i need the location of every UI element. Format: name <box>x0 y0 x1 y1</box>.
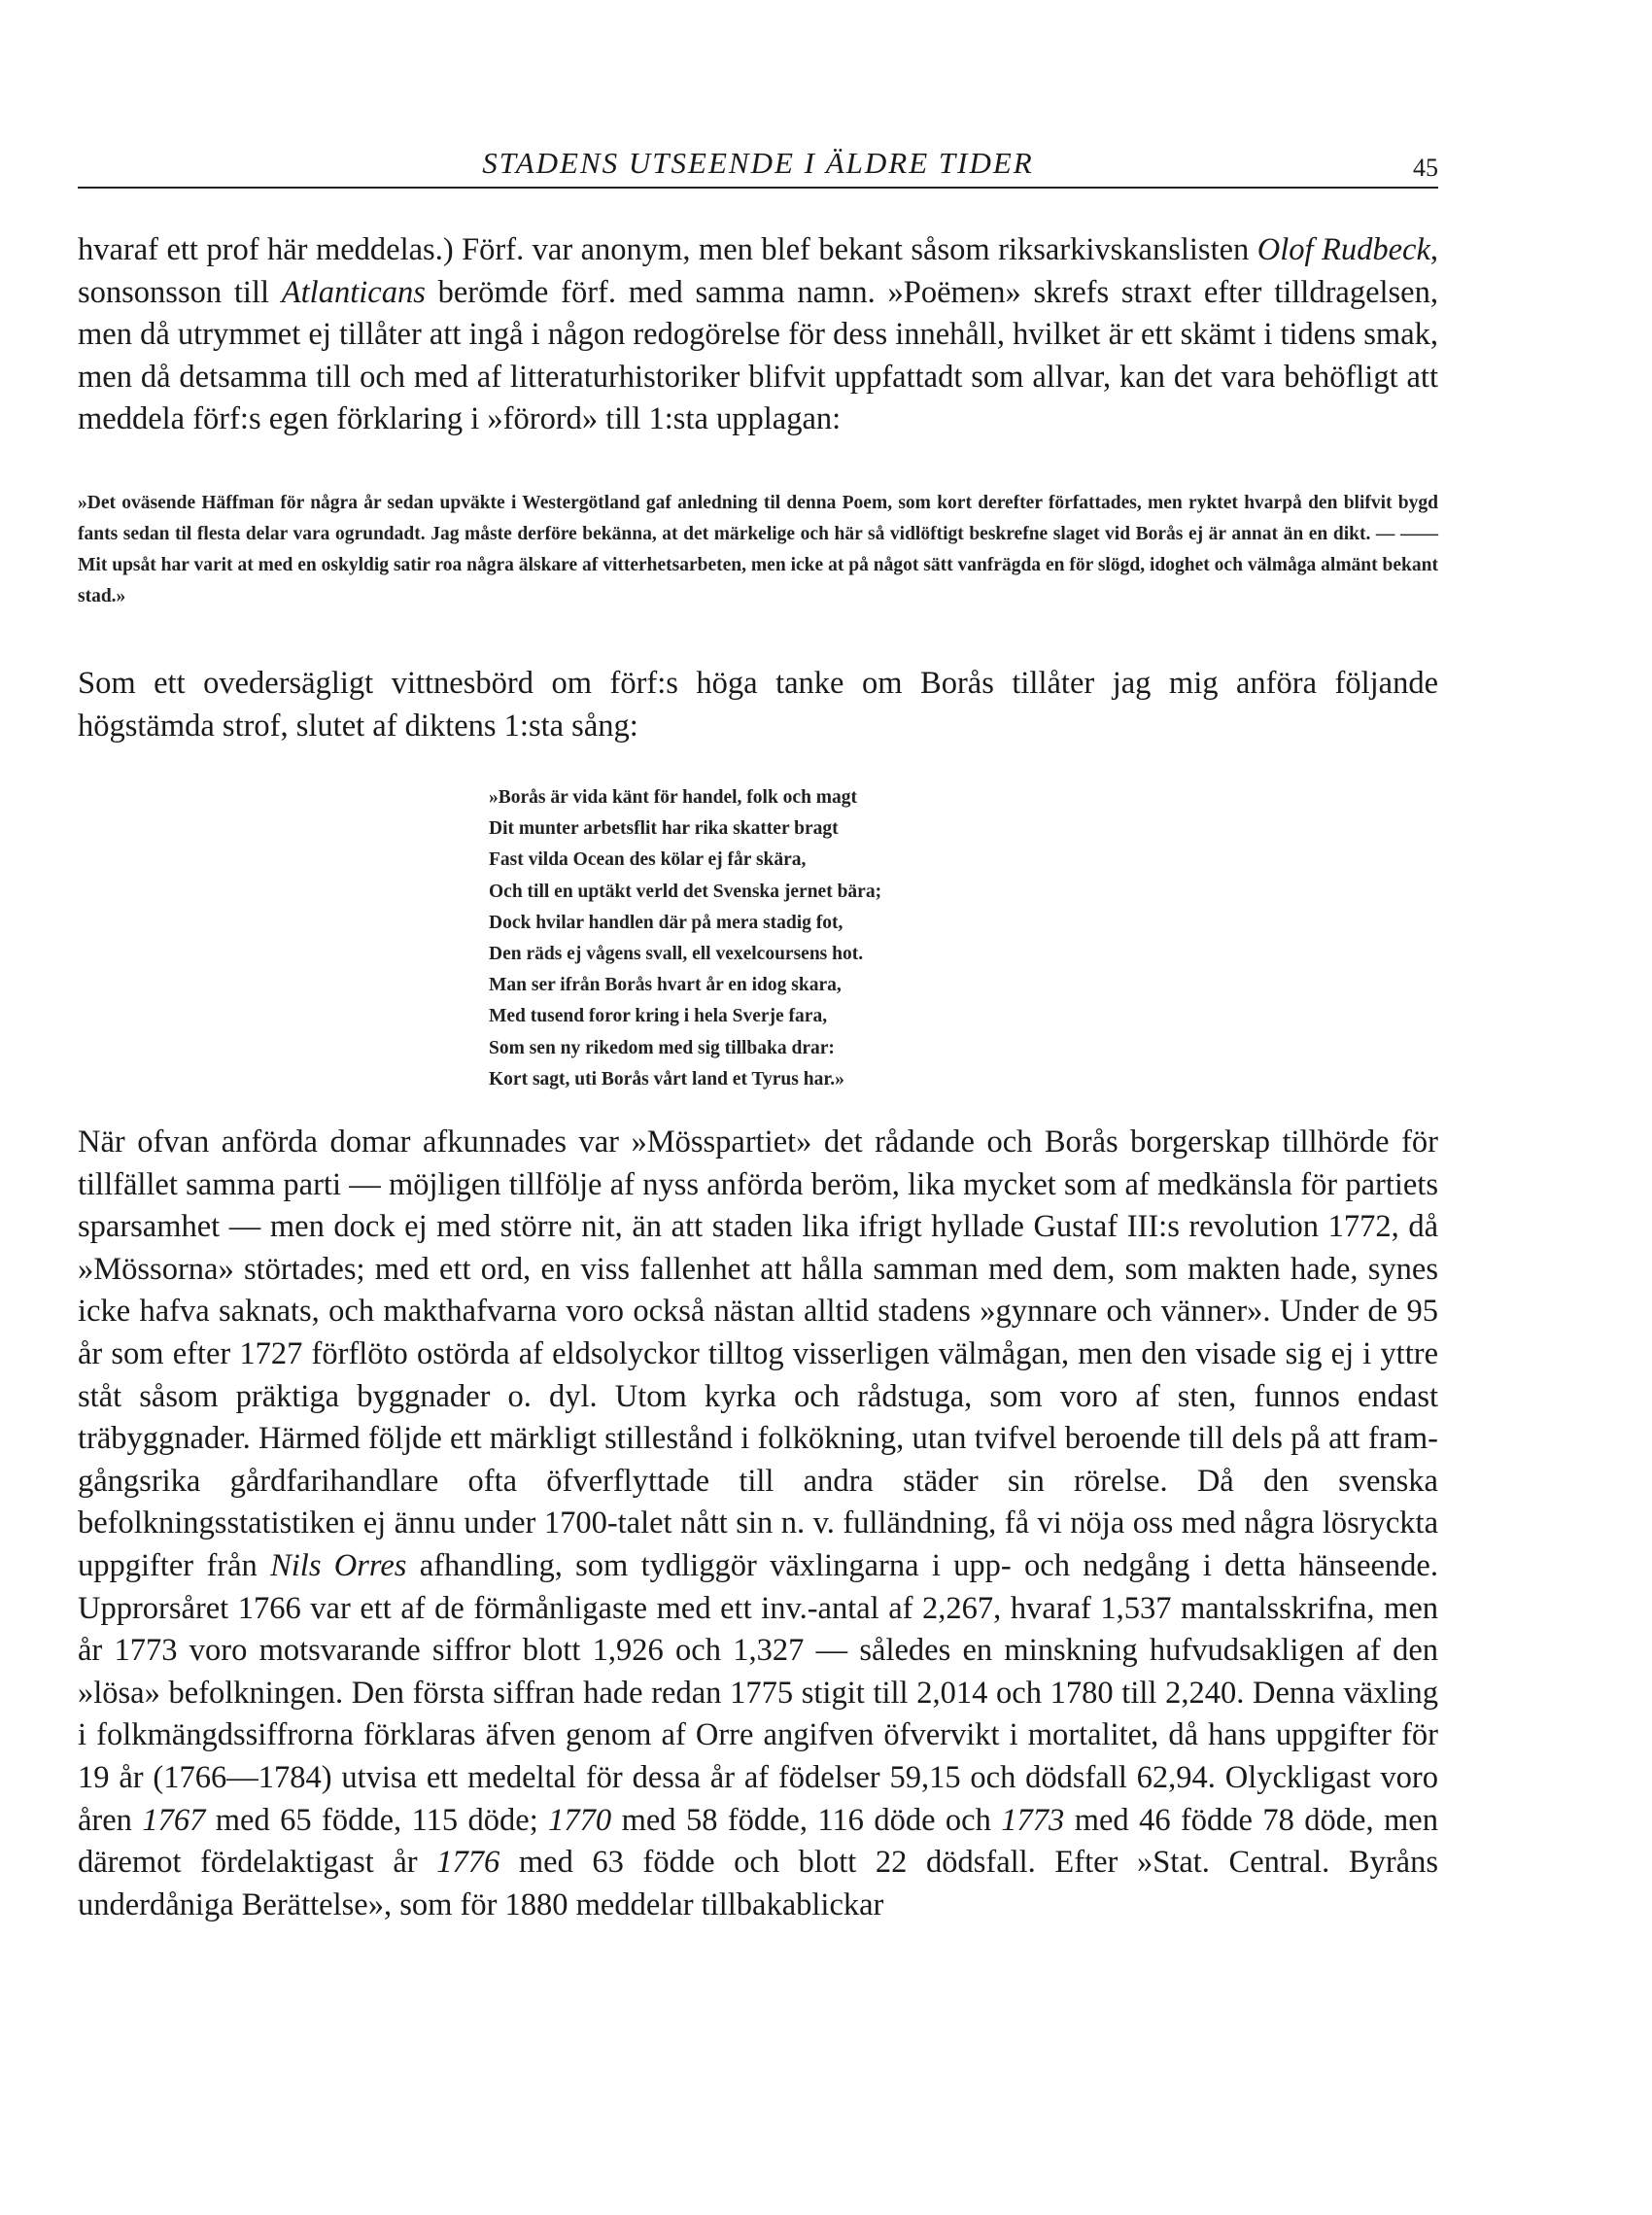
work-name-atlanticans: Atlanticans <box>281 274 426 310</box>
paragraph-3-text-f: med 63 födde och blott 22 dödsfall. Efter »Stat. Central. Byråns underdåniga Berättelse», som för 1880 meddelar tillbakablickar <box>78 1845 1438 1922</box>
poem-line: Dock hvilar handlen där på mera stadig fot, <box>489 912 843 933</box>
header-rule <box>78 187 1438 189</box>
poem-line: Med tusend foror kring i hela Sverje fara, <box>489 1006 828 1027</box>
poem-line: Den räds ej vågens svall, ell vexelcoursens hot. <box>489 944 864 965</box>
author-foreword-quote: »Det oväsende Häffman för några år sedan upväkte i Westergötland gaf anledning til denna Poem, som kort derefter författades, men ryktet hvarpå den blifvit bygd fants sedan til flesta delar vara ogrundadt. Jag måste derföre bekänna, at det märkelige och här så vidlöftigt beskrefne slaget vid Borås ej är annat än en dikt. — —— Mit upsåt har varit at med en oskyldig satir roa några älskare af vitterhetsarbeten, men icke at på något sätt vanfrägda en för slögd, idoghet och välmåga almänt bekant stad.» <box>78 493 1438 606</box>
paragraph-3 <box>78 1122 1438 1926</box>
page-number: 45 <box>1413 154 1438 182</box>
person-name-rudbeck: Olof Rudbeck <box>1256 232 1430 267</box>
page-header <box>78 146 1438 194</box>
poem-line: Dit munter arbetsflit har rika skatter bragt <box>489 818 839 840</box>
poem-line: Och till en uptäkt verld det Svenska jernet bära; <box>489 881 882 902</box>
poem-stanza <box>489 782 881 1095</box>
year-1770: 1770 <box>548 1802 612 1838</box>
running-head: STADENS UTSEENDE I ÄLDRE TIDER <box>482 146 1034 180</box>
person-name-orre: Nils Orres <box>270 1547 407 1583</box>
paragraph-1-text-b: , sonsonsson till <box>78 232 1438 310</box>
poem-line: Man ser ifrån Borås hvart år en idog skara, <box>489 975 842 996</box>
year-1767: 1767 <box>142 1802 206 1838</box>
paragraph-3-text-e: med 46 födde 78 döde, men däremot fördelaktigast år <box>78 1802 1438 1881</box>
poem-line: »Borås är vida känt för handel, folk och magt <box>489 787 858 808</box>
paragraph-3-text-d: med 58 födde, 116 döde och <box>611 1802 1002 1838</box>
paragraph-1-text-a: hvaraf ett prof här meddelas.) Förf. var anonym, men blef bekant såsom riksarkivskanslisten <box>78 232 1257 267</box>
year-1776: 1776 <box>436 1845 500 1881</box>
paragraph-1-text-c: berömde förf. med samma namn. »Poëmen» skrefs straxt efter tilldragelsen, men då utrymmet ej tillåter att ingå i någon redogörelse för dess innehåll, hvilket är ett skämt i tidens smak, men då detsamma till och med af litteraturhistoriker blifvit uppfattadt som allvar, kan det vara behöfligt att meddela förf:s egen förklaring i »förord» till 1:sta upplagan: <box>78 274 1438 437</box>
paragraph-3-text-c: med 65 födde, 115 döde; <box>205 1802 549 1838</box>
paragraph-3-text-a: När ofvan anförda domar afkunnades var »Mösspartiet» det rådande och Borås borgerskap tillhörde för tillfället samma parti — möjligen tillföljе af nyss anförda beröm, lika mycket som af medkänsla för partiets sparsamhet — men dock ej med större nit, än att staden lika ifrigt hyllade Gustaf III:s revolution 1772, då »Mössorna» störtades; med ett ord, en viss fallenhet att hålla samman med dem, som makten hade, synes icke hafva saknats, och makthafvarna voro också nästan alltid stadens »gynnare och vänner». Under de 95 år som efter 1727 förflöto ostörda af eldsolyckor tilltog visserligen välmågan, men den visade sig ej i yttre ståt såsom präktiga byggnader o. dyl. Utom kyrka och rådstuga, som voro af sten, funnos endast träbyggnader. Härmed följde ett märkligt stillestånd i folkökning, utan tvifvel beroende till dels på att framgångsrika gårdfarihandlare ofta öfverflyttade till andra städer sin rörelse. Då den svenska befolkningsstatistiken ej ännu under 1700-talet nått sin n. v. fulländning, få vi nöja oss med några lösryckta uppgifter från <box>78 1125 1438 1583</box>
poem-line: Kort sagt, uti Borås vårt land et Tyrus har.» <box>489 1068 844 1090</box>
poem-line: Fast vilda Ocean des kölar ej får skära, <box>489 849 807 871</box>
paragraph-1 <box>78 229 1438 441</box>
year-1773: 1773 <box>1001 1802 1065 1838</box>
paragraph-3-text-b: afhandling, som tydliggör växlingarna i upp- och nedgång i detta hänseende. Upprorsåret 1766 var ett af de förmånligaste med ett inv.-antal af 2,267, hvaraf 1,537 mantalsskrifna, men år 1773 voro motsvarande siffror blott 1,926 och 1,327 — således en minskning hufvudsakligen af den »lösa» befolkningen. Den första siffran hade redan 1775 stigit till 2,014 och 1780 till 2,240. Denna växling i folkmängdssiffrorna förklaras äfven genom af Orre angifven öfvervikt i mortalitet, då hans uppgifter för 19 år (1766—1784) utvisa ett medeltal för dessa år af födelser 59,15 och dödsfall 62,94. Olyckligast voro åren <box>78 1547 1438 1838</box>
poem-line: Som sen ny rikedom med sig tillbaka drar: <box>489 1037 835 1058</box>
paragraph-2: Som ett ovedersägligt vittnesbörd om förf:s höga tanke om Borås tillåter jag mig anföra följande högstämda strof, slutet af diktens 1:sta sång: <box>78 666 1438 744</box>
